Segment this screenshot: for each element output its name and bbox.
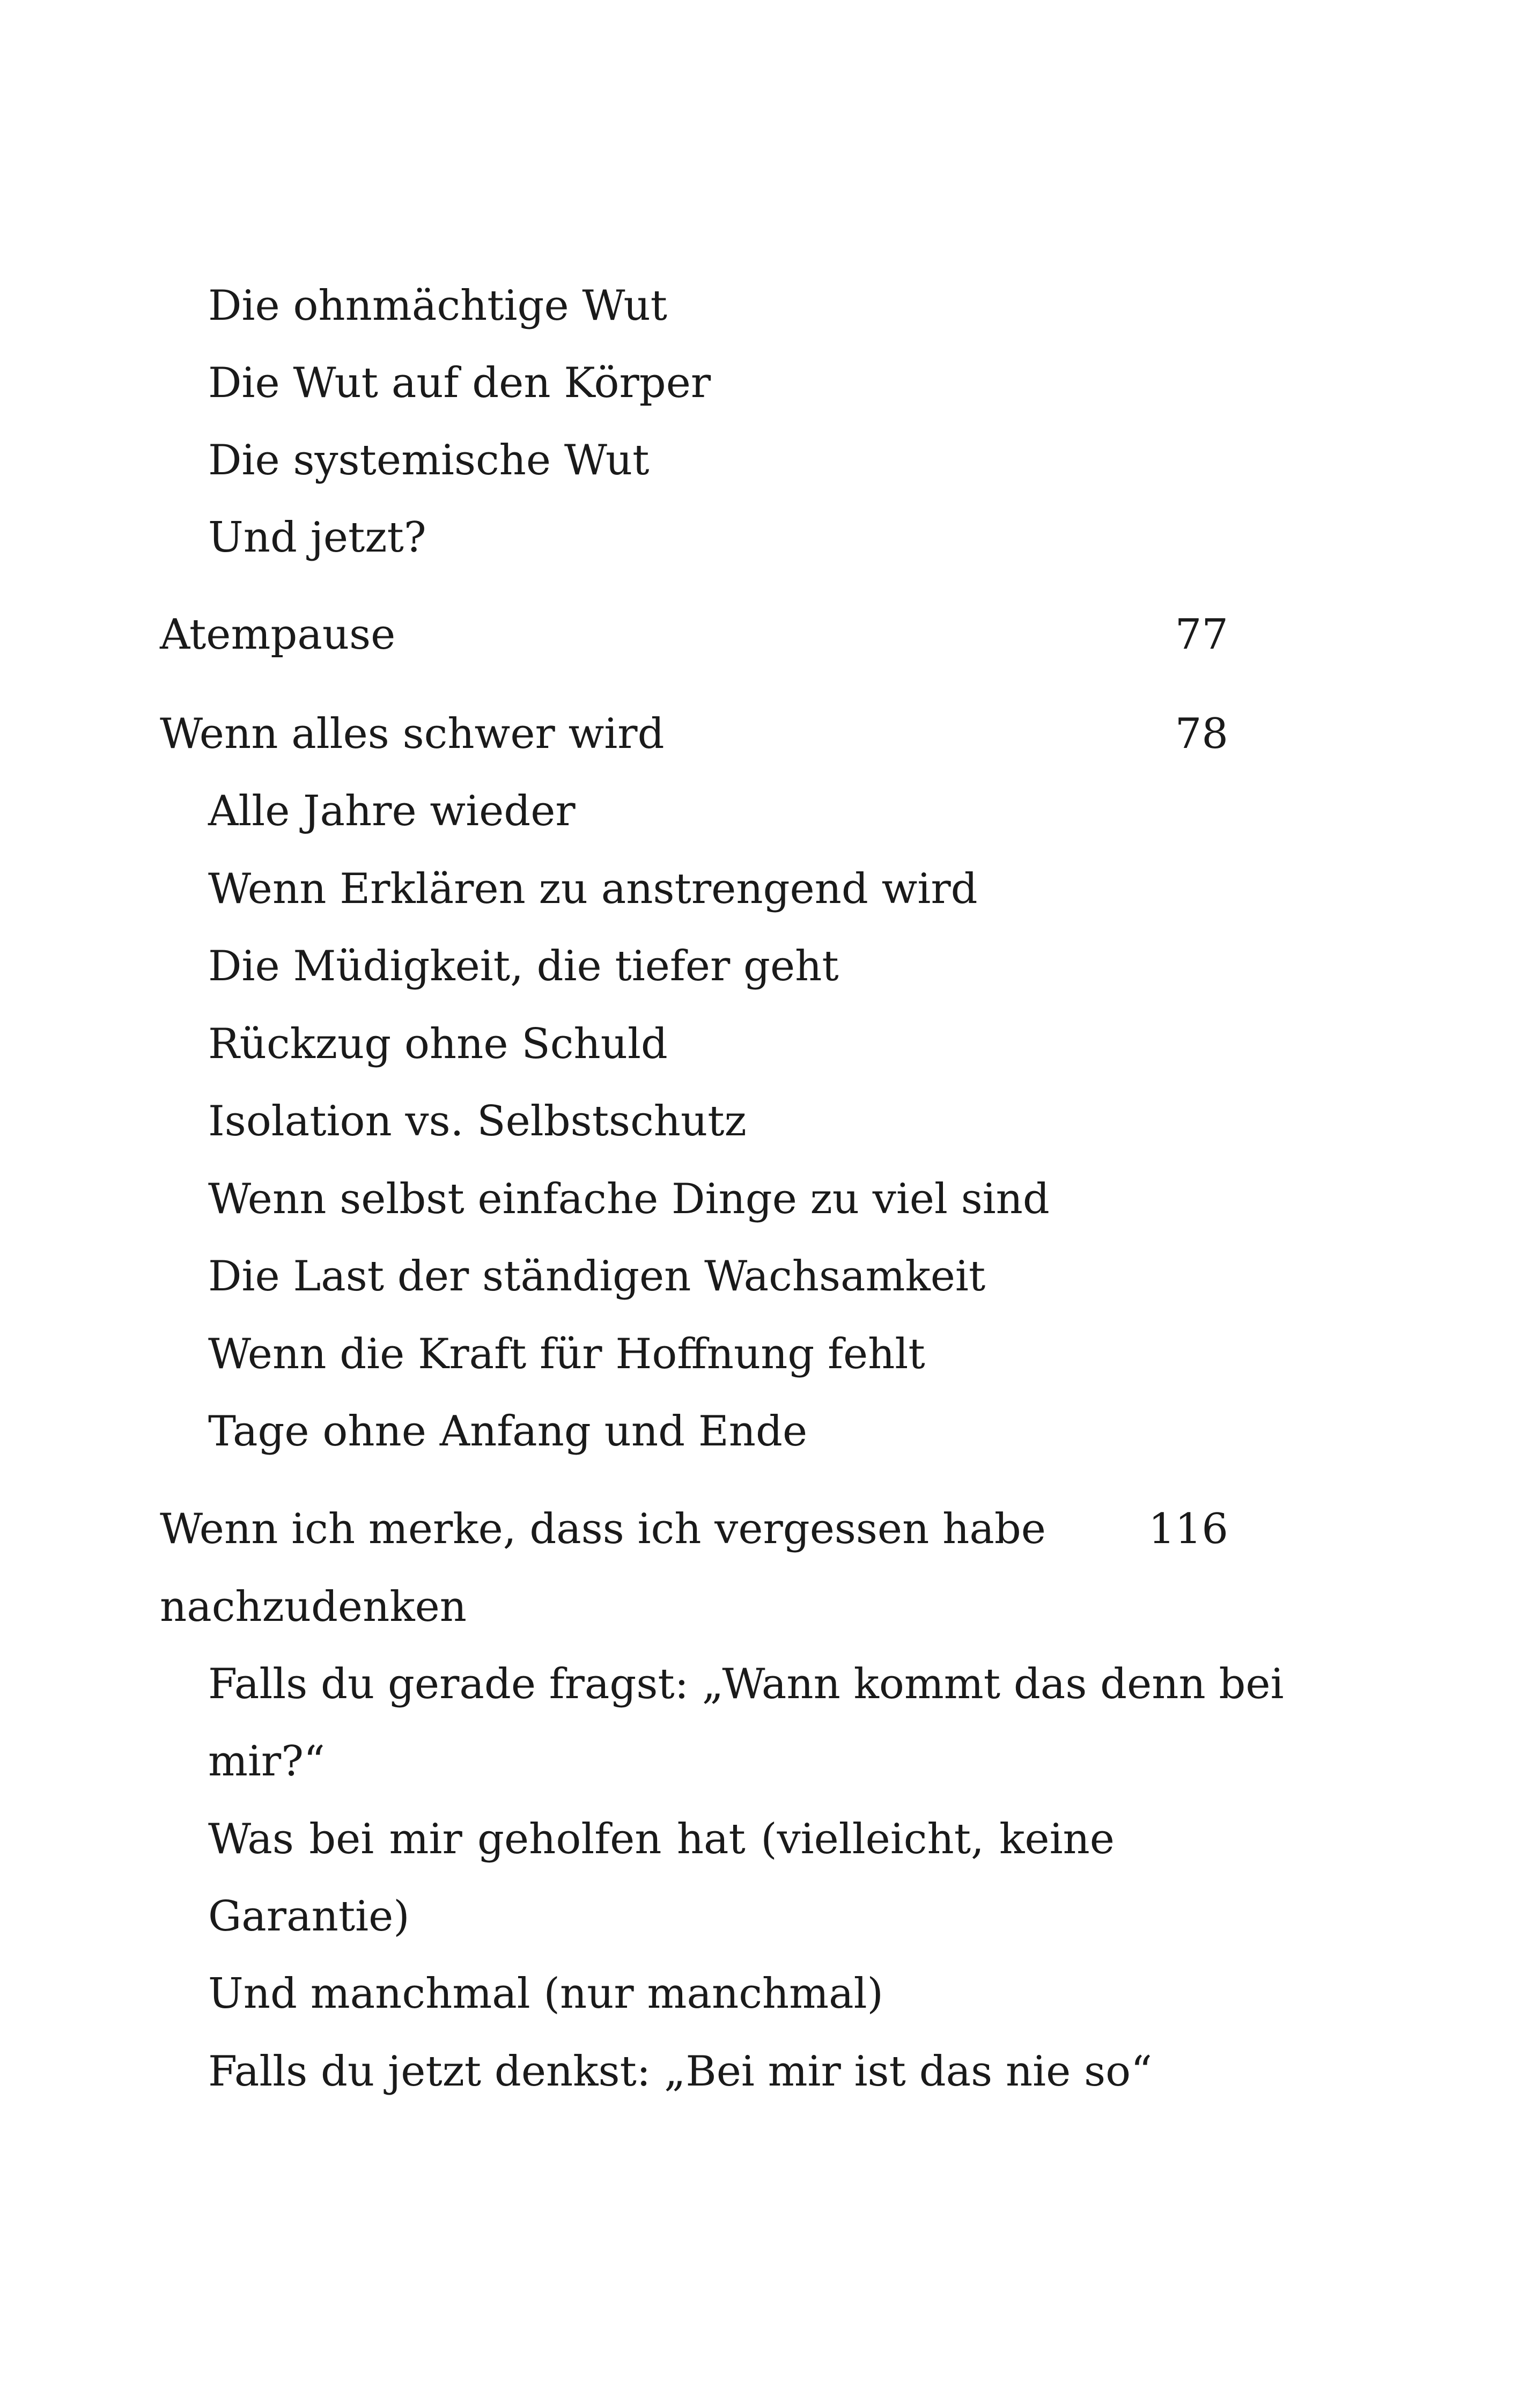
- word: bei: [309, 1815, 374, 1863]
- toc-subentry: Wenn selbst einfache Dinge zu viel sind: [208, 1175, 1050, 1223]
- toc-entry-chapter-title: Wenn ich merke, dass ich vergessen habe: [160, 1505, 1046, 1553]
- toc-subentry-justified: [208, 1812, 1115, 1866]
- word: geholfen: [477, 1815, 662, 1863]
- toc-page-number: 78: [1175, 710, 1228, 758]
- toc-subentry: Die Last der ständigen Wachsamkeit: [208, 1252, 986, 1301]
- toc-subentry-continued: mir?“: [208, 1737, 325, 1786]
- toc-entry-atempause: Atempause: [160, 611, 396, 659]
- toc-subentry: Wenn Erklären zu anstrengend wird: [208, 865, 978, 913]
- word: keine: [999, 1815, 1115, 1863]
- toc-subentry: Tage ohne Anfang und Ende: [208, 1407, 808, 1456]
- toc-subentry: Die Müdigkeit, die tiefer geht: [208, 942, 839, 990]
- toc-subentry-continued: Garantie): [208, 1892, 410, 1941]
- toc-subentry: Und manchmal (nur manchmal): [208, 1970, 883, 2018]
- word: mir: [389, 1815, 462, 1863]
- toc-entry-chapter-title: Wenn alles schwer wird: [160, 710, 665, 758]
- toc-subentry: Falls du jetzt denkst: „Bei mir ist das nie so“: [208, 2047, 1152, 2096]
- toc-page-number: 77: [1175, 611, 1228, 659]
- toc-subentry: Die Wut auf den Körper: [208, 359, 711, 407]
- toc-subentry: Wenn die Kraft für Hoffnung fehlt: [208, 1330, 925, 1378]
- toc-subentry: Alle Jahre wieder: [208, 787, 576, 835]
- word: (vielleicht,: [761, 1815, 984, 1863]
- toc-subentry: Die systemische Wut: [208, 436, 650, 484]
- toc-subentry: Falls du gerade fragst: „Wann kommt das denn bei: [208, 1660, 1284, 1708]
- toc-subentry: Und jetzt?: [208, 513, 426, 562]
- word: Was: [208, 1815, 294, 1863]
- toc-subentry: Isolation vs. Selbstschutz: [208, 1097, 747, 1146]
- toc-subentry: Rückzug ohne Schuld: [208, 1020, 668, 1068]
- word: hat: [676, 1815, 746, 1863]
- toc-page-number: 116: [1148, 1505, 1228, 1553]
- toc-subentry: Die ohnmächtige Wut: [208, 282, 668, 330]
- toc-entry-chapter-title-continued: nachzudenken: [160, 1583, 467, 1631]
